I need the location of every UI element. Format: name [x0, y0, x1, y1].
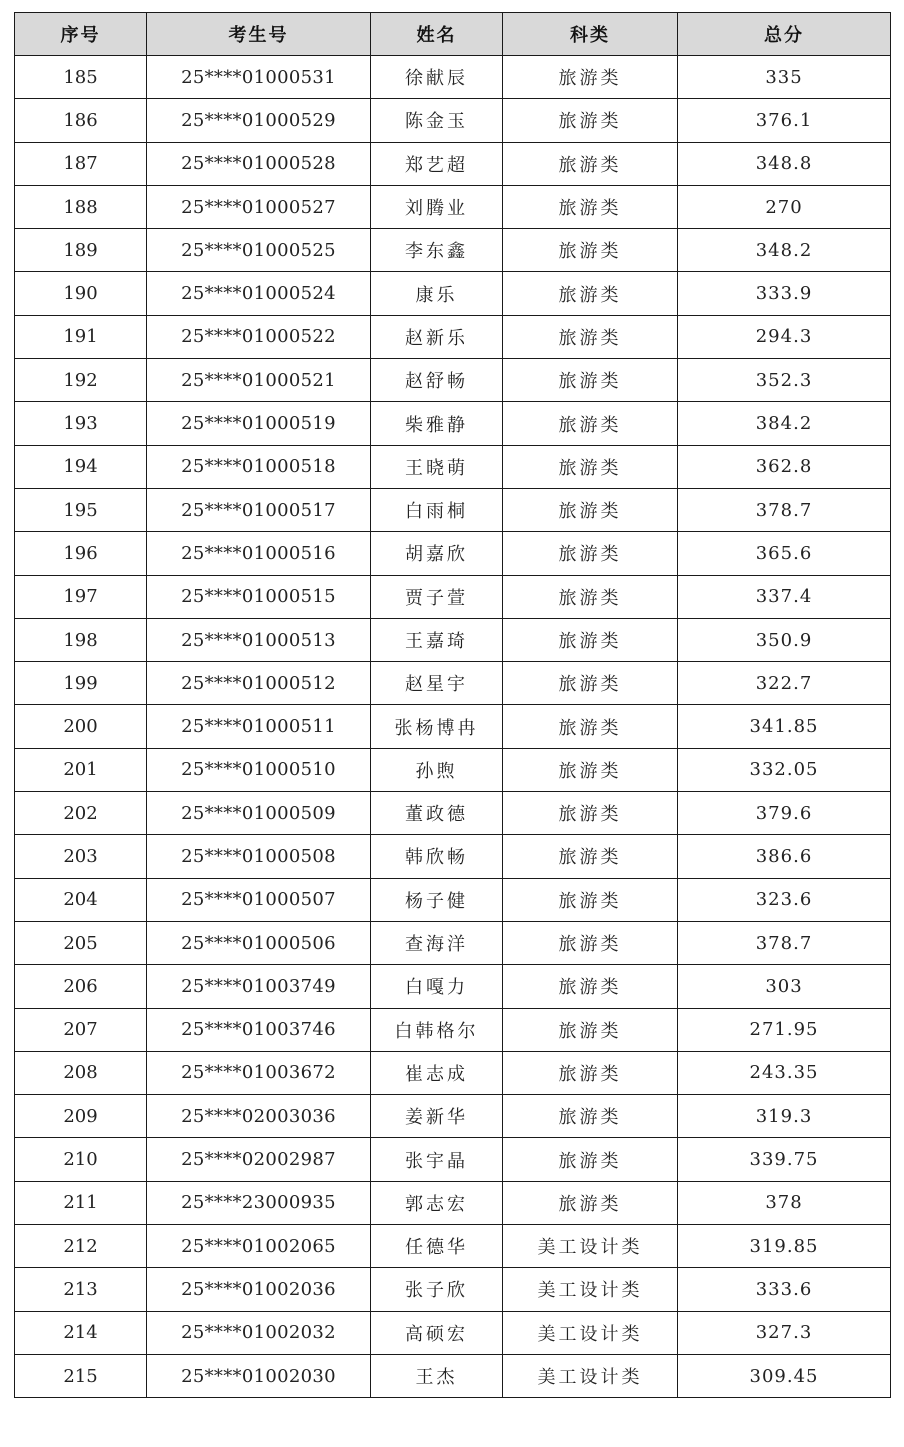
table-row — [15, 835, 891, 878]
table-row — [15, 359, 891, 402]
cell-exam-number: 25****01000508 — [147, 835, 371, 878]
cell-total-score: 365.6 — [678, 532, 891, 575]
cell-exam-number: 25****01000506 — [147, 921, 371, 964]
cell-category: 旅游类 — [503, 921, 678, 964]
table-row — [15, 965, 891, 1008]
cell-exam-number: 25****01000521 — [147, 359, 371, 402]
header-exam-number: 考生号 — [147, 13, 371, 56]
cell-name: 张子欣 — [371, 1268, 503, 1311]
cell-index: 214 — [15, 1311, 147, 1354]
cell-index: 189 — [15, 229, 147, 272]
cell-exam-number: 25****01000529 — [147, 99, 371, 142]
cell-total-score: 379.6 — [678, 792, 891, 835]
cell-index: 215 — [15, 1354, 147, 1397]
cell-exam-number: 25****01000519 — [147, 402, 371, 445]
table-row — [15, 445, 891, 488]
cell-total-score: 341.85 — [678, 705, 891, 748]
cell-category: 旅游类 — [503, 488, 678, 531]
cell-exam-number: 25****02003036 — [147, 1095, 371, 1138]
cell-total-score: 376.1 — [678, 99, 891, 142]
cell-index: 205 — [15, 921, 147, 964]
table-row — [15, 1008, 891, 1051]
cell-total-score: 332.05 — [678, 748, 891, 791]
cell-total-score: 348.8 — [678, 142, 891, 185]
cell-index: 191 — [15, 315, 147, 358]
table-row — [15, 402, 891, 445]
cell-index: 197 — [15, 575, 147, 618]
table-row — [15, 618, 891, 661]
cell-exam-number: 25****01003746 — [147, 1008, 371, 1051]
cell-exam-number: 25****01002032 — [147, 1311, 371, 1354]
cell-total-score: 322.7 — [678, 662, 891, 705]
table-row — [15, 99, 891, 142]
cell-category: 旅游类 — [503, 792, 678, 835]
cell-total-score: 309.45 — [678, 1354, 891, 1397]
cell-name: 孙煦 — [371, 748, 503, 791]
cell-name: 王嘉琦 — [371, 618, 503, 661]
cell-name: 柴雅静 — [371, 402, 503, 445]
cell-total-score: 294.3 — [678, 315, 891, 358]
cell-index: 198 — [15, 618, 147, 661]
cell-name: 姜新华 — [371, 1095, 503, 1138]
header-row — [15, 13, 891, 56]
cell-name: 白韩格尔 — [371, 1008, 503, 1051]
cell-name: 张宇晶 — [371, 1138, 503, 1181]
cell-index: 212 — [15, 1225, 147, 1268]
cell-category: 旅游类 — [503, 99, 678, 142]
cell-exam-number: 25****01000513 — [147, 618, 371, 661]
cell-total-score: 319.85 — [678, 1225, 891, 1268]
cell-category: 美工设计类 — [503, 1268, 678, 1311]
cell-index: 207 — [15, 1008, 147, 1051]
cell-index: 196 — [15, 532, 147, 575]
table-row — [15, 705, 891, 748]
cell-index: 204 — [15, 878, 147, 921]
cell-index: 210 — [15, 1138, 147, 1181]
cell-category: 旅游类 — [503, 618, 678, 661]
cell-name: 董政德 — [371, 792, 503, 835]
cell-exam-number: 25****01000507 — [147, 878, 371, 921]
cell-name: 查海洋 — [371, 921, 503, 964]
table-row — [15, 185, 891, 228]
cell-exam-number: 25****01000512 — [147, 662, 371, 705]
table-header — [15, 13, 891, 56]
table-row — [15, 1051, 891, 1094]
cell-category: 旅游类 — [503, 56, 678, 99]
cell-name: 韩欣畅 — [371, 835, 503, 878]
cell-exam-number: 25****01000527 — [147, 185, 371, 228]
cell-category: 旅游类 — [503, 1008, 678, 1051]
cell-index: 202 — [15, 792, 147, 835]
cell-name: 郭志宏 — [371, 1181, 503, 1224]
table-row — [15, 142, 891, 185]
cell-index: 203 — [15, 835, 147, 878]
cell-name: 郑艺超 — [371, 142, 503, 185]
cell-total-score: 348.2 — [678, 229, 891, 272]
cell-total-score: 323.6 — [678, 878, 891, 921]
cell-total-score: 333.6 — [678, 1268, 891, 1311]
cell-category: 旅游类 — [503, 272, 678, 315]
cell-total-score: 378.7 — [678, 921, 891, 964]
cell-category: 美工设计类 — [503, 1225, 678, 1268]
cell-index: 193 — [15, 402, 147, 445]
cell-exam-number: 25****01000510 — [147, 748, 371, 791]
table-row — [15, 229, 891, 272]
cell-index: 186 — [15, 99, 147, 142]
cell-index: 208 — [15, 1051, 147, 1094]
cell-category: 美工设计类 — [503, 1354, 678, 1397]
table-row — [15, 662, 891, 705]
cell-total-score: 303 — [678, 965, 891, 1008]
cell-exam-number: 25****01002036 — [147, 1268, 371, 1311]
table-row — [15, 1311, 891, 1354]
cell-name: 胡嘉欣 — [371, 532, 503, 575]
cell-category: 旅游类 — [503, 575, 678, 618]
table-row — [15, 1225, 891, 1268]
cell-name: 崔志成 — [371, 1051, 503, 1094]
cell-index: 188 — [15, 185, 147, 228]
score-table-container — [14, 12, 890, 1398]
cell-total-score: 333.9 — [678, 272, 891, 315]
cell-exam-number: 25****01000524 — [147, 272, 371, 315]
cell-category: 旅游类 — [503, 965, 678, 1008]
cell-total-score: 337.4 — [678, 575, 891, 618]
cell-name: 王晓萌 — [371, 445, 503, 488]
cell-name: 刘腾业 — [371, 185, 503, 228]
cell-total-score: 378.7 — [678, 488, 891, 531]
cell-index: 201 — [15, 748, 147, 791]
table-body — [15, 56, 891, 1398]
cell-name: 赵新乐 — [371, 315, 503, 358]
cell-exam-number: 25****01000516 — [147, 532, 371, 575]
cell-total-score: 335 — [678, 56, 891, 99]
cell-index: 213 — [15, 1268, 147, 1311]
cell-index: 187 — [15, 142, 147, 185]
table-row — [15, 56, 891, 99]
cell-name: 杨子健 — [371, 878, 503, 921]
table-row — [15, 1095, 891, 1138]
cell-name: 王杰 — [371, 1354, 503, 1397]
cell-name: 李东鑫 — [371, 229, 503, 272]
cell-exam-number: 25****02002987 — [147, 1138, 371, 1181]
cell-index: 209 — [15, 1095, 147, 1138]
cell-exam-number: 25****01000509 — [147, 792, 371, 835]
cell-index: 200 — [15, 705, 147, 748]
cell-index: 211 — [15, 1181, 147, 1224]
cell-index: 194 — [15, 445, 147, 488]
cell-exam-number: 25****01000511 — [147, 705, 371, 748]
cell-total-score: 327.3 — [678, 1311, 891, 1354]
table-row — [15, 748, 891, 791]
cell-total-score: 339.75 — [678, 1138, 891, 1181]
cell-index: 195 — [15, 488, 147, 531]
cell-name: 赵舒畅 — [371, 359, 503, 402]
cell-exam-number: 25****01000518 — [147, 445, 371, 488]
cell-category: 旅游类 — [503, 1095, 678, 1138]
cell-category: 旅游类 — [503, 315, 678, 358]
cell-index: 190 — [15, 272, 147, 315]
score-table — [14, 12, 891, 1398]
cell-total-score: 243.35 — [678, 1051, 891, 1094]
cell-total-score: 270 — [678, 185, 891, 228]
cell-total-score: 350.9 — [678, 618, 891, 661]
cell-category: 旅游类 — [503, 185, 678, 228]
cell-name: 张杨博冉 — [371, 705, 503, 748]
table-row — [15, 792, 891, 835]
cell-total-score: 362.8 — [678, 445, 891, 488]
cell-category: 旅游类 — [503, 532, 678, 575]
cell-category: 旅游类 — [503, 662, 678, 705]
cell-category: 旅游类 — [503, 359, 678, 402]
cell-exam-number: 25****01000528 — [147, 142, 371, 185]
header-name: 姓名 — [371, 13, 503, 56]
cell-index: 192 — [15, 359, 147, 402]
header-category: 科类 — [503, 13, 678, 56]
cell-name: 贾子萱 — [371, 575, 503, 618]
table-row — [15, 532, 891, 575]
header-total-score: 总分 — [678, 13, 891, 56]
table-row — [15, 315, 891, 358]
cell-category: 旅游类 — [503, 229, 678, 272]
cell-name: 高硕宏 — [371, 1311, 503, 1354]
cell-exam-number: 25****01003749 — [147, 965, 371, 1008]
cell-category: 旅游类 — [503, 748, 678, 791]
cell-exam-number: 25****01003672 — [147, 1051, 371, 1094]
table-row — [15, 1181, 891, 1224]
cell-category: 旅游类 — [503, 878, 678, 921]
cell-name: 白雨桐 — [371, 488, 503, 531]
cell-name: 徐献辰 — [371, 56, 503, 99]
cell-exam-number: 25****23000935 — [147, 1181, 371, 1224]
cell-name: 赵星宇 — [371, 662, 503, 705]
table-row — [15, 575, 891, 618]
cell-category: 旅游类 — [503, 402, 678, 445]
cell-total-score: 378 — [678, 1181, 891, 1224]
header-index: 序号 — [15, 13, 147, 56]
cell-total-score: 319.3 — [678, 1095, 891, 1138]
cell-category: 旅游类 — [503, 835, 678, 878]
cell-category: 旅游类 — [503, 1181, 678, 1224]
cell-exam-number: 25****01000525 — [147, 229, 371, 272]
cell-exam-number: 25****01002030 — [147, 1354, 371, 1397]
table-row — [15, 488, 891, 531]
cell-total-score: 352.3 — [678, 359, 891, 402]
table-row — [15, 878, 891, 921]
cell-index: 206 — [15, 965, 147, 1008]
table-row — [15, 272, 891, 315]
cell-name: 陈金玉 — [371, 99, 503, 142]
cell-index: 199 — [15, 662, 147, 705]
cell-exam-number: 25****01000531 — [147, 56, 371, 99]
cell-category: 旅游类 — [503, 1051, 678, 1094]
table-row — [15, 1138, 891, 1181]
cell-total-score: 384.2 — [678, 402, 891, 445]
cell-category: 旅游类 — [503, 705, 678, 748]
cell-exam-number: 25****01000522 — [147, 315, 371, 358]
cell-category: 美工设计类 — [503, 1311, 678, 1354]
table-row — [15, 921, 891, 964]
cell-total-score: 271.95 — [678, 1008, 891, 1051]
cell-name: 白嘎力 — [371, 965, 503, 1008]
table-row — [15, 1354, 891, 1397]
cell-exam-number: 25****01000515 — [147, 575, 371, 618]
cell-exam-number: 25****01002065 — [147, 1225, 371, 1268]
cell-name: 康乐 — [371, 272, 503, 315]
cell-category: 旅游类 — [503, 445, 678, 488]
cell-index: 185 — [15, 56, 147, 99]
cell-total-score: 386.6 — [678, 835, 891, 878]
cell-name: 任德华 — [371, 1225, 503, 1268]
cell-exam-number: 25****01000517 — [147, 488, 371, 531]
cell-category: 旅游类 — [503, 142, 678, 185]
cell-category: 旅游类 — [503, 1138, 678, 1181]
table-row — [15, 1268, 891, 1311]
